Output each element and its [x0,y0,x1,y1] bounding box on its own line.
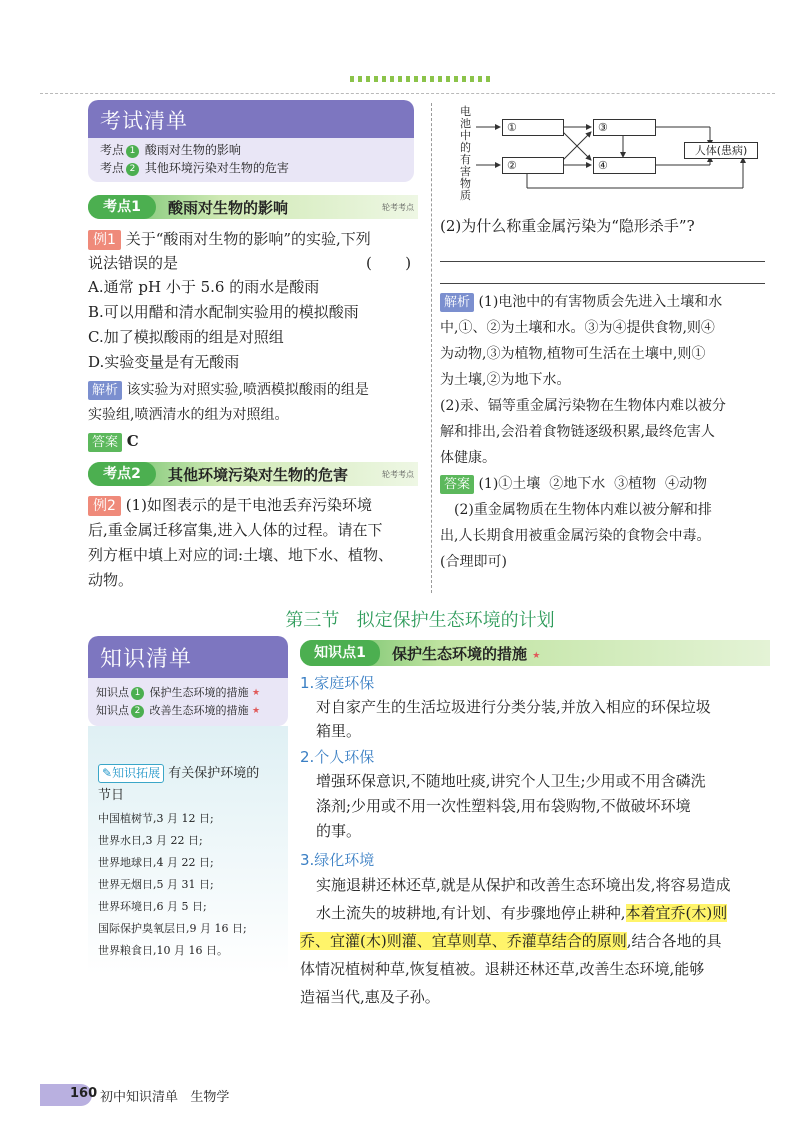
festival-item: 世界粮食日,10 月 16 日。 [98,944,228,957]
diagram-box-3: ③ [593,119,656,136]
knowledge-list-header [88,636,288,678]
number-badge: 1 [131,687,144,700]
festival-item: 国际保护臭氧层日,9 月 16 日; [98,922,247,935]
festival-item: 世界环境日,6 月 5 日; [98,900,207,913]
point2-title: 其他环境污染对生物的危害 [168,466,349,484]
knowledge-extension-panel [88,726,288,974]
point1-title: 酸雨对生物的影响 [168,199,289,217]
kp1-sub3-line3: 乔、宜灌(木)则灌、宜草则草、乔灌草结合的原则,结合各地的具 [300,932,722,950]
right-answer-line2: (2)重金属物质在生物体内难以被分解和排 [454,502,712,518]
example2-line3: 列方框中填上对应的词:土壤、地下水、植物、 [88,546,394,564]
example2-line1: 例2 (1)如图表示的是干电池丢弃污染环境 [88,493,428,517]
exam-list-header [88,100,414,138]
kp1-sub3-line5: 造福当代,惠及子孙。 [300,988,440,1006]
option-d: D.实验变量是有无酸雨 [88,353,240,371]
star-icon: ★ [532,651,541,661]
exam-list-box [88,100,414,182]
kp1-sub3-line4: 体情况植树种草,恢复植被。退耕还林还草,改善生态环境,能够 [300,960,705,978]
answer-tag: 答案 [88,433,122,452]
section-title: 第三节 拟定保护生态环境的计划 [285,610,555,631]
extension-tag: ✎知识拓展 [98,764,164,783]
highlight: 乔、宜灌(木)则灌、宜草则草、乔灌草结合的原则 [300,932,627,950]
festival-item: 中国植树节,3 月 12 日; [98,812,214,825]
number-badge: 1 [126,145,139,158]
kp1-sub1-line1: 对自家产生的生活垃圾进行分类分装,并放入相应的环保垃圾 [316,698,711,716]
point1-header [88,195,418,219]
kp1-sub3-line2: 水土流失的坡耕地,有计划、有步骤地停止耕种,本着宜乔(木)则 [316,904,728,922]
right-analysis: 解析 (1)电池中的有害物质会先进入土壤和水 [440,290,770,314]
kp1-sub3-line1: 实施退耕还林还草,就是从保护和改善生态环境出发,将容易造成 [316,876,731,894]
extension-heading-line2: 节日 [98,788,125,803]
festival-item: 世界无烟日,5 月 31 日; [98,878,214,891]
example1-analysis-line2: 实验组,喷洒清水的组为对照组。 [88,407,289,423]
point2-header [88,462,418,486]
festival-item: 世界地球日,4 月 22 日; [98,856,214,869]
right-answer-line4: (合理即可) [440,554,507,570]
kp1-sub2-line1: 增强环保意识,不随地吐痰,讲究个人卫生;少用或不用含磷洗 [316,772,706,790]
right-analysis-line4: 为土壤,②为地下水。 [440,372,571,388]
example2-line2: 后,重金属迁移富集,进入人体的过程。请在下 [88,521,383,539]
kp1-sub1-heading: 1.家庭环保 [300,674,375,692]
point2-badge: 考点2 [88,462,156,486]
knowledge-item-2: 知识点 2 改善生态环境的措施 ★ [96,704,261,717]
number-badge: 2 [131,705,144,718]
right-analysis-line6: 解和排出,会沿着食物链逐级积累,最终危害人 [440,424,715,440]
right-analysis-line2: 中,①、②为土壤和水。③为④提供食物,则④ [440,320,715,336]
point2-frequency: 轮考考点 [382,470,414,479]
diagram-box-human: 人体(患病) [684,142,758,159]
footer-title: 初中知识清单 生物学 [100,1090,230,1105]
option-b: B.可以用醋和清水配制实验用的模拟酸雨 [88,303,359,321]
answer-line-2 [440,283,765,284]
star-icon: ★ [252,688,261,698]
exam-item-1: 考点 1 酸雨对生物的影响 [100,143,241,157]
kp1-sub2-line3: 的事。 [316,822,362,840]
knowledge-list-box [88,636,288,726]
kp1-sub2-line2: 涤剂;少用或不用一次性塑料袋,用布袋购物,不做破坏环境 [316,797,691,815]
page-number: 160 [70,1086,98,1101]
option-c: C.加了模拟酸雨的组是对照组 [88,328,284,346]
extension-heading: ✎知识拓展 有关保护环境的 [98,762,259,783]
highlight: 本着宜乔(木)则 [625,904,728,922]
right-analysis-line3: 为动物,③为植物,植物可生活在土壤中,则① [440,346,706,362]
diagram-box-1: ① [502,119,564,136]
example2-line4: 动物。 [88,571,134,589]
kp1-sub2-heading: 2.个人环保 [300,748,375,766]
kp1-sub1-line2: 箱里。 [316,722,362,740]
option-a: A.通常 pH 小于 5.6 的雨水是酸雨 [88,278,320,296]
diagram-source-label: 电 池 中 的 有 害 物 质 [460,105,471,202]
right-answer-line3: 出,人长期食用被重金属污染的食物会中毒。 [440,528,711,544]
kp1-badge: 知识点1 [300,640,380,666]
top-divider [40,93,775,94]
pollution-diagram [440,102,775,202]
right-answer: 答案 (1)①土壤 ②地下水 ③植物 ④动物 [440,472,775,496]
diagram-box-4: ④ [593,157,656,174]
point1-frequency: 轮考考点 [382,203,414,212]
analysis-tag: 解析 [88,381,122,400]
number-badge: 2 [126,163,139,176]
festival-item: 世界水日,3 月 22 日; [98,834,203,847]
answer-paren: ( ) [366,254,412,272]
exam-list-title: 考试清单 [100,109,188,133]
exam-item-2: 考点 2 其他环境污染对生物的危害 [100,161,289,175]
example1-question: 例1 关于“酸雨对生物的影响”的实验,下列 [88,227,428,251]
kp1-header [300,640,770,666]
kp1-title: 保护生态环境的措施 ★ [392,645,541,663]
column-divider [431,103,432,593]
diagram-box-2: ② [502,157,564,174]
lightbulb-icon: ✎ [102,766,113,780]
star-icon: ★ [252,706,261,716]
example1-question-line2: 说法错误的是 [88,254,179,272]
example1-tag: 例1 [88,230,121,250]
kp1-sub3-heading: 3.绿化环境 [300,851,375,869]
answer-tag: 答案 [440,475,474,494]
example1-answer: 答案 C [88,429,139,453]
knowledge-item-1: 知识点 1 保护生态环境的措施 ★ [96,686,261,699]
top-dots-decoration [350,76,490,82]
knowledge-list-title: 知识清单 [100,647,193,672]
right-analysis-line5: (2)汞、镉等重金属污染物在生物体内难以被分 [440,398,726,414]
right-analysis-line7: 体健康。 [440,450,496,466]
answer-line-1 [440,261,765,262]
example2-tag: 例2 [88,496,121,516]
point1-badge: 考点1 [88,195,156,219]
example1-analysis: 解析 该实验为对照实验,喷洒模拟酸雨的组是 [88,378,428,402]
question2: (2)为什么称重金属污染为“隐形杀手”? [440,217,695,235]
analysis-tag: 解析 [440,293,474,312]
